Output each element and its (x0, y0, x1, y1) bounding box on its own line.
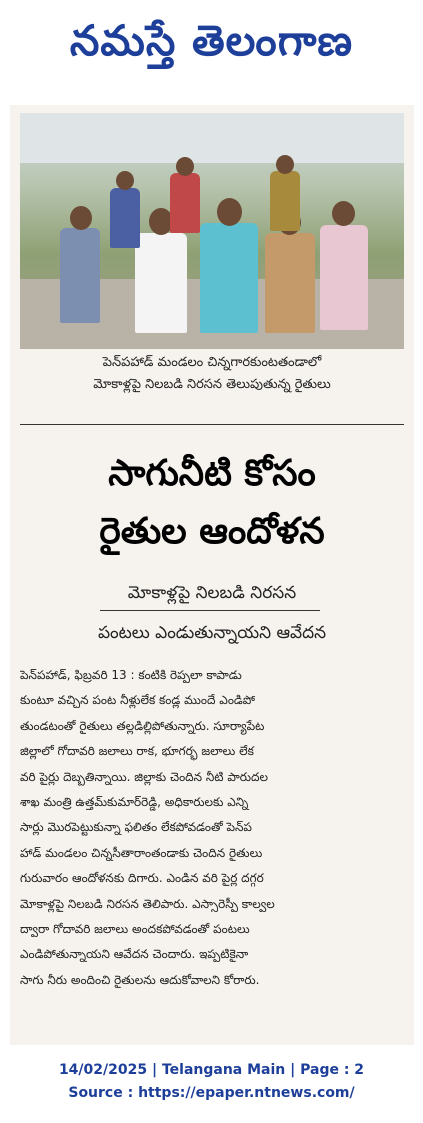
body-line: జిల్లాలో గోదావరి జలాలు రాక, భూగర్భ జలాలు లేక (20, 744, 254, 759)
photo-caption (20, 352, 404, 414)
body-line: కుంటూ వచ్చిన పంట నీళ్లులేక కండ్ల ముందే ఎండిపో (20, 693, 256, 708)
body-line: ఎండిపోతున్నాయని ఆవేదన చెందారు. ఇప్పటికైనా (20, 947, 249, 962)
body-line: పెన్‌పహాడ్, ఫిబ్రవరి 13 : కంటికి రెప్పలా కాపాడు (20, 668, 242, 682)
subhead-2: పంటలు ఎండుతున్నాయని ఆవేదన (97, 623, 327, 643)
footer-date-edition: 14/02/2025 | Telangana Main | Page : 2 (58, 1062, 365, 1078)
news-photo (20, 113, 404, 349)
subhead-1: మోకాళ్లపై నిలబడి నిరసన (127, 583, 297, 603)
body-line: తుండటంతో రైతులు తల్లడిల్లిపోతున్నారు. సూర్యాపేట (20, 718, 265, 733)
body-line: హాడ్ మండలం చిన్నసీతారాంతండాకు చెందిన రైతులు (20, 845, 263, 860)
caption-line-2: మోకాళ్లపై నిలబడి నిరసన తెలుపుతున్న రైతులు (93, 377, 331, 392)
body-line: గురువారం ఆందోళనకు దిగారు. ఎండిన వరి పైర్ల దగ్గర (20, 871, 264, 886)
subhead-divider (100, 610, 320, 611)
caption-line-1: పెన్‌పహాడ్ మండలం చిన్నగారకుంటతండాలో (102, 355, 322, 370)
divider (20, 424, 404, 425)
masthead (0, 0, 423, 92)
body-line: ద్వారా గోదావరి జలాలు అందకపోవడంతో పంటలు (20, 922, 250, 937)
headline-line-2: రైతుల ఆందోళన (99, 511, 325, 552)
body-line: సాగు నీరు అందించి రైతులను ఆదుకోవాలని కోరారు. (20, 972, 260, 987)
footer-source-link[interactable]: Source : https://epaper.ntnews.com/ (68, 1085, 355, 1101)
body-line: మోకాళ్లపై నిలబడి నిరసన తెలిపారు. ఎస్సారెస్పీ కాల్వల (20, 896, 275, 911)
body-line: శాఖ మంత్రి ఉత్తమ్‌కుమార్‌రెడ్డి, అధికారులకు ఎన్ని (20, 795, 249, 810)
newspaper-logo: నమస్తే తెలంగాణ (69, 16, 354, 65)
body-line: వరి పైర్లు దెబ్బతిన్నాయి. జిల్లాకు చెందిన నీటి పారుదల (20, 769, 268, 784)
article-body (20, 663, 404, 993)
headline-line-1: సాగునీటి కోసం (108, 453, 316, 494)
headline (20, 445, 404, 561)
body-line: సార్లు మొరపెట్టుకున్నా ఫలితం లేకపోవడంతో పెన్‌ప (20, 820, 252, 835)
